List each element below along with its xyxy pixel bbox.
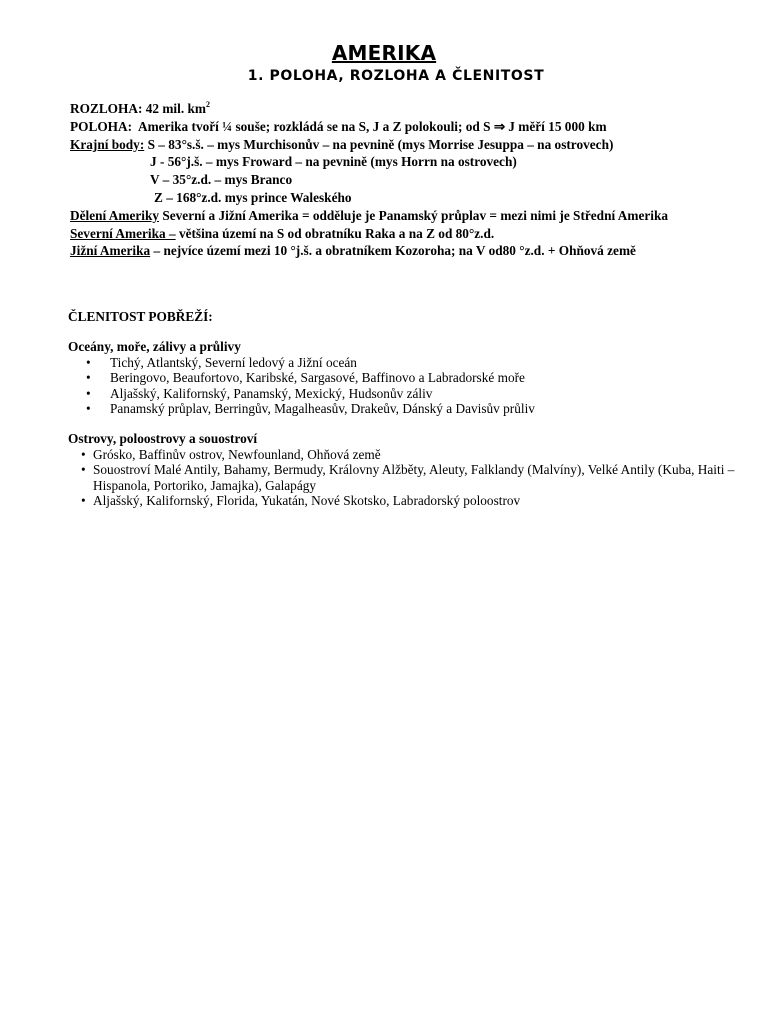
severni-label: Severní Amerika – [70,225,176,241]
jizni-line [70,242,760,260]
list-item: • Beringovo, Beaufortovo, Karibské, Sargasové, Baffinovo a Labradorské moře [86,370,525,385]
list-item: • Tichý, Atlantský, Severní ledový a Jižní oceán [86,354,357,370]
list-item: • Souostroví Malé Antily, Bahamy, Bermudy, Královny Alžběty, Aleuty, Falklandy (Malvíny), Velké Antily (Kuba, Haiti – Hispanola, Portoriko, Jamajka), Galapágy [81,462,735,493]
deleni-label: Dělení Ameriky [70,207,160,223]
poloha-text: Amerika tvoří ¼ souše; rozkládá se na S, J a Z polokouli; od S ⇒ J měří 15 000 km [137,118,607,134]
severni-text: většina území na S od obratníku Raka a na Z od 80°z.d. [178,225,495,241]
oceany-heading: Oceány, moře, zálivy a průlivy [68,339,241,354]
rozloha-value: 42 mil. km [145,101,206,116]
jizni-label: Jižní Amerika [70,243,151,259]
overview-block [70,100,760,260]
list-item: • Panamský průplav, Berringův, Magalheasův, Drakeův, Dánský a Davisův průliv [86,401,535,416]
poloha-label: POLOHA: [70,118,133,134]
ostrovy-section [68,431,758,509]
bullet-icon: • [81,493,86,508]
poloha-line [70,118,760,136]
oceany-list [68,355,758,417]
krajni-body-j: J - 56°j.š. – mys Froward – na pevnině (mys Horrn na ostrovech) [150,154,517,170]
krajni-body-label: Krajní body: [70,136,145,152]
bullet-icon: • [81,446,86,462]
krajni-body-s: S – 83°s.š. – mys Murchisonův – na pevnině (mys Morrise Jesuppa – na ostrovech) [147,136,614,152]
krajni-body-z: Z – 168°z.d. mys prince Waleského [154,189,352,205]
document-title: AMERIKA [331,41,437,65]
list-item: • Aljašský, Kalifornský, Panamský, Mexický, Hudsonův záliv [86,385,433,401]
bullet-icon: • [86,370,91,385]
rozloha-label: ROZLOHA: [70,101,143,116]
rozloha-line [70,100,760,118]
ostrovy-list [68,447,758,509]
jizni-text: – nejvíce území mezi 10 °j.š. a obratníkem Kozoroha; na V od80 °z.d. + Ohňová země [153,243,636,259]
deleni-line [70,207,760,225]
bullet-icon: • [86,385,91,401]
krajni-body-v: V – 35°z.d. – mys Branco [150,172,293,188]
oceany-section [68,339,758,417]
krajni-body-line [70,136,760,154]
bullet-icon: • [81,462,86,477]
rozloha-sup: 2 [205,100,210,109]
list-item: • Aljašský, Kalifornský, Florida, Yukatán, Nové Skotsko, Labradorský poloostrov [81,493,521,508]
ostrovy-heading: Ostrovy, poloostrovy a souostroví [68,431,258,446]
list-item: • Grósko, Baffinův ostrov, Newfounland, Ohňová země [81,446,381,462]
severni-line [70,225,760,243]
deleni-text: Severní a Jižní Amerika = odděluje je Panamský průplav = mezi nimi je Střední Amerika [162,207,668,223]
bullet-icon: • [86,354,91,370]
bullet-icon: • [86,401,91,416]
clenitost-heading: ČLENITOST POBŘEŽÍ: [68,309,213,324]
document-subtitle: 1. POLOHA, ROZLOHA A ČLENITOST [247,68,545,84]
